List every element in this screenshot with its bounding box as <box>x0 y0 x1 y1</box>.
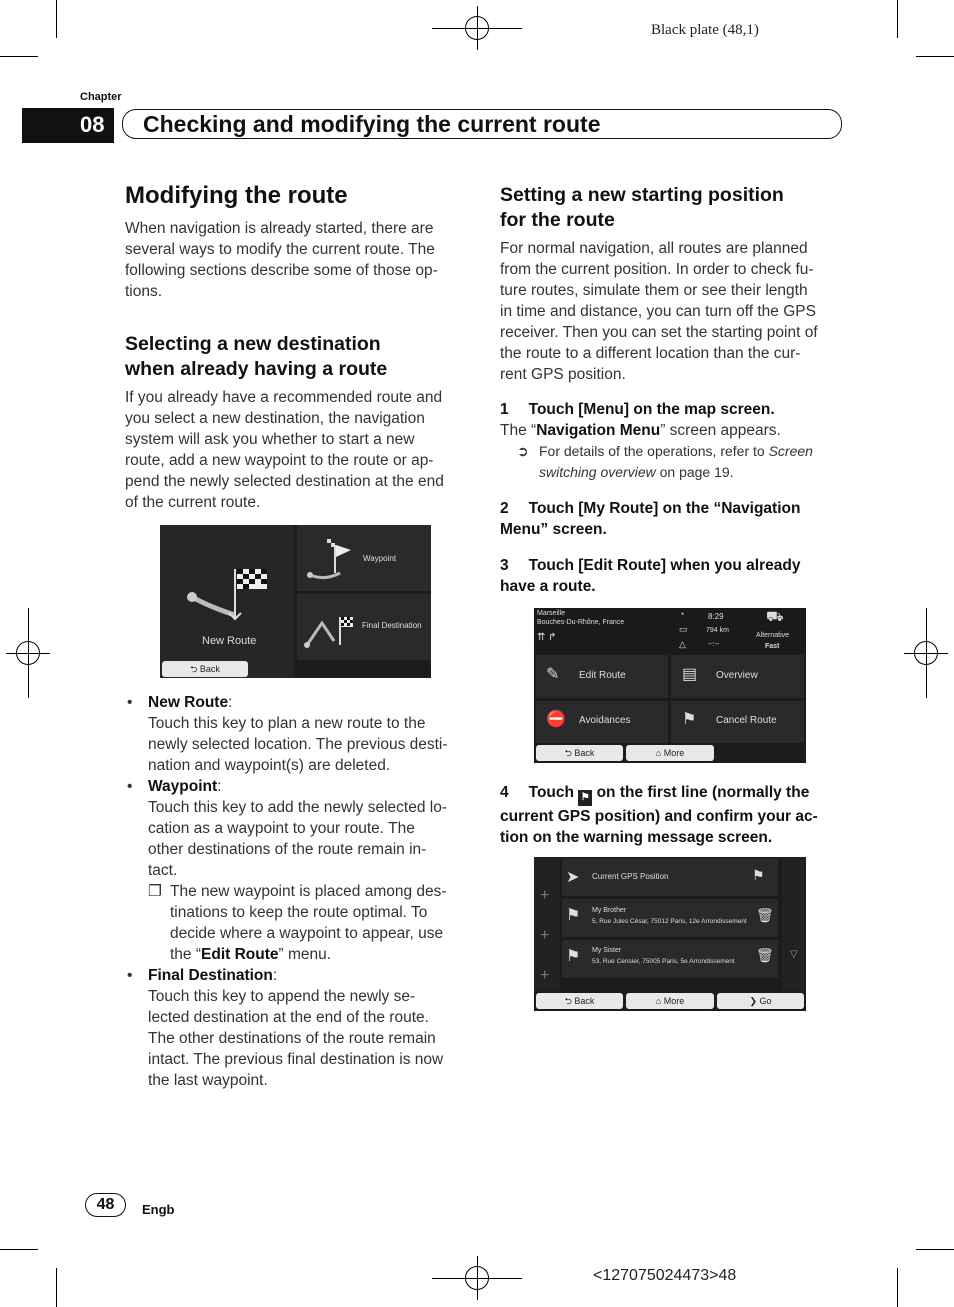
avoidances-label: Avoidances <box>579 715 631 726</box>
bullet-dot-icon: • <box>127 967 133 984</box>
destination-flag-icon: ⚑ <box>566 948 581 965</box>
waypoint-label: Waypoint <box>363 554 397 563</box>
document-code: <127075024473>48 <box>593 1267 737 1284</box>
crop-mark <box>897 1268 898 1307</box>
crop-mark <box>56 0 57 38</box>
map-icon: ▤ <box>682 666 698 683</box>
cancel-route-label: Cancel Route <box>716 715 777 726</box>
bullet-dot-icon: • <box>127 694 133 711</box>
chapter-title: Checking and modifying the current route <box>122 109 842 139</box>
road-sign-icon: ⇈ ↱ <box>537 632 557 643</box>
chapter-number: 08 <box>22 108 114 143</box>
plate-label: Black plate (48,1) <box>651 22 759 38</box>
row-name: Current GPS Position <box>592 872 669 881</box>
eta-icon: △ <box>679 639 686 649</box>
list-item: • Waypoint: Touch this key to add the newly selected lo- cation as a waypoint to your route. The other destinations of the route remain in- tact. ❐ The new waypoint is placed among des- tinations to keep the route optimal. To decide where a waypoint to appear, use the “Edit Route” menu. <box>125 776 470 965</box>
new-route-label: New Route <box>202 635 257 647</box>
eta-label: --:-- <box>708 641 720 648</box>
trash-icon[interactable]: 🗑 <box>756 907 774 923</box>
subsection-heading: Selecting a new destination when already having a route <box>125 333 388 380</box>
edit-route-icon: ✎ <box>546 666 560 683</box>
final-destination-label: Final Destination <box>362 621 422 630</box>
insert-plus-icon[interactable]: + <box>540 927 550 944</box>
clock-icon: ◔ <box>679 609 685 619</box>
fast-label: Fast <box>765 643 780 650</box>
step-3-heading: 3 Touch [Edit Route] when you already have a route. <box>500 557 801 595</box>
scrollbar[interactable] <box>782 857 804 991</box>
avoidances-icon: ⛔ <box>546 711 566 728</box>
step-2-heading: 2 Touch [My Route] on the “Navigation Menu” screen. <box>500 500 801 538</box>
crop-mark <box>0 1249 38 1250</box>
cancel-flag-icon: ⚑ <box>682 711 697 728</box>
crop-mark <box>0 56 38 57</box>
new-route-screenshot <box>160 525 431 678</box>
subsection-paragraph: For normal navigation, all routes are planned from the current position. In order to check fu- ture routes, simulate them or see their length in time and distance, you can turn off the GPS receiver. Then you can set the starting point of the route to a different location than the cur- rent GPS position. <box>500 240 818 383</box>
final-destination-flag-icon <box>302 601 356 653</box>
back-button[interactable]: ⮌ Back <box>536 993 623 1009</box>
region-label: Bouches-Du-Rhône, France <box>537 619 625 626</box>
my-route-screenshot <box>534 608 806 763</box>
row-address: 53, Rue Censier, 75005 Paris, 5e Arrondissement <box>592 958 735 965</box>
truck-icon: ⛟ <box>766 608 784 624</box>
overview-label: Overview <box>716 670 758 681</box>
bullet-dot-icon: • <box>127 778 133 795</box>
distance-icon: ▭ <box>679 624 688 634</box>
insert-plus-icon[interactable]: + <box>540 887 550 904</box>
crop-mark <box>897 0 898 38</box>
subsection-heading: Setting a new starting position for the route <box>500 184 784 231</box>
step-1-heading: 1 Touch [Menu] on the map screen. <box>500 401 775 418</box>
intro-paragraph: When navigation is already started, there are several ways to modify the current route. The following sections describe some of those op- tions. <box>125 220 438 300</box>
list-item: • Final Destination: Touch this key to append the newly se- lected destination at the end of the route. The other destinations of the route remain intact. The previous final destination is now the last waypoint. <box>127 967 444 1089</box>
checkbox-mark-icon: ❐ <box>148 883 162 900</box>
flag-button-icon[interactable]: ⚑ <box>752 867 765 883</box>
step-1-note: ➲ For details of the operations, refer to Screen switching overview on page 19. <box>517 443 813 480</box>
registration-line <box>926 608 927 698</box>
back-arrow-icon: ⮌ <box>190 664 200 674</box>
sub-note: ❐ The new waypoint is placed among des- tinations to keep the route optimal. To decide where a waypoint to appear, use the “Edit Route” menu. <box>148 883 447 963</box>
chapter-label: Chapter <box>80 91 122 103</box>
registration-line <box>477 1256 478 1300</box>
subsection-paragraph: If you already have a recommended route and you select a new destination, the navigation system will ask you whether to start a new route, add a new waypoint to the route or ap- pend the newly selected destination at the end of the current route. <box>125 389 444 511</box>
home-icon: ⌂ <box>655 996 664 1006</box>
flag-button-icon: ⚑ <box>578 790 592 806</box>
distance-label: 794 km <box>706 627 729 634</box>
step-1-result: The “Navigation Menu” screen appears. <box>500 422 781 439</box>
row-name: My Brother <box>592 907 627 914</box>
go-button[interactable]: ❯ Go <box>717 993 804 1009</box>
city-label: Marseille <box>537 610 566 617</box>
back-arrow-icon: ⮌ <box>564 748 575 758</box>
back-button[interactable]: ⮌ Back <box>162 661 248 677</box>
trash-icon[interactable]: 🗑 <box>756 947 774 963</box>
crop-mark <box>916 56 954 57</box>
back-button[interactable]: ⮌ Back <box>536 745 623 761</box>
more-button[interactable]: ⌂ More <box>626 993 714 1009</box>
step-4-heading: 4 Touch ⚑ on the first line (normally the current GPS position) and confirm your ac- tion on the warning message screen. <box>500 784 818 846</box>
back-arrow-icon: ⮌ <box>564 996 575 1006</box>
list-item: • New Route: Touch this key to plan a new route to the newly selected location. The previous desti- nation and waypoint(s) are deleted. <box>127 694 448 774</box>
row-address: 5, Rue Jules César, 75012 Paris, 12e Arrondissement <box>592 918 747 925</box>
bullet-list <box>125 692 470 1091</box>
crop-mark <box>916 1249 954 1250</box>
go-arrow-icon: ❯ <box>749 996 760 1006</box>
crop-mark <box>56 1268 57 1307</box>
section-heading: Modifying the route <box>125 182 348 209</box>
row-name: My Sister <box>592 947 622 954</box>
arrow-note-icon: ➲ <box>517 443 529 459</box>
edit-route-label: Edit Route <box>579 670 626 681</box>
new-route-icon <box>180 547 280 637</box>
page-number: 48 <box>85 1193 126 1217</box>
insert-plus-icon[interactable]: + <box>540 967 550 984</box>
alternative-label: Alternative <box>756 632 790 639</box>
registration-line <box>477 6 478 50</box>
scroll-down-icon[interactable]: ▽ <box>790 949 798 960</box>
registration-line <box>28 608 29 698</box>
gps-arrow-icon: ➤ <box>566 869 580 886</box>
home-icon: ⌂ <box>655 748 664 758</box>
route-list-screenshot <box>534 857 806 1011</box>
more-button[interactable]: ⌂ More <box>626 745 714 761</box>
time-label: 8:29 <box>708 612 724 621</box>
language-code: Engb <box>142 1202 175 1217</box>
waypoint-flag-icon: ⚑ <box>566 907 581 924</box>
waypoint-flag-icon <box>305 533 355 585</box>
